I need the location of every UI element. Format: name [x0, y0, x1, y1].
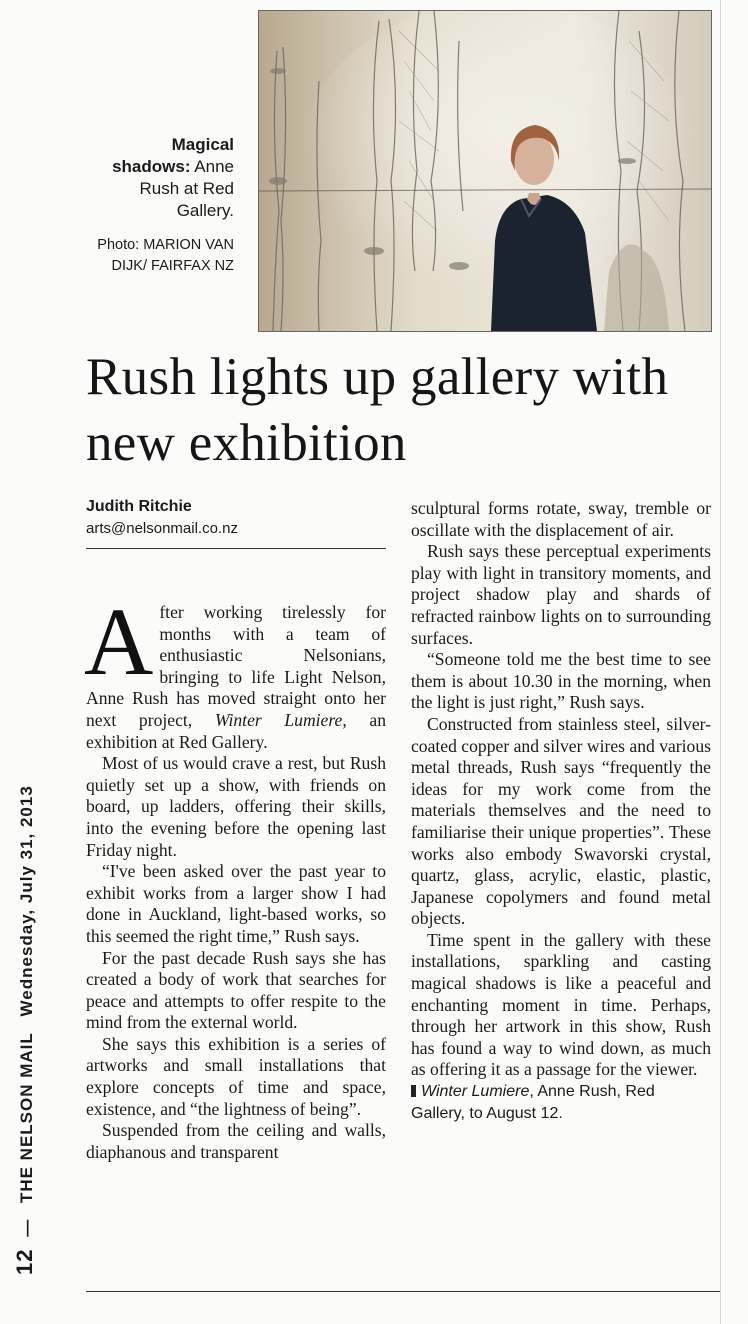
info-marker — [411, 1085, 416, 1097]
caption-text — [92, 134, 234, 222]
photo-caption — [92, 134, 234, 277]
p1-end: , an exhibition at Red Gallery. — [86, 709, 386, 752]
article-paragraph-2: Most of us would crave a rest, but Rush quietly set up a show, with friends on board, up ladders, offering their skills, into the evening before the opening last Friday night. — [86, 753, 386, 860]
article-paragraph-6: Suspended from the ceiling and walls, diaphanous and transparent — [86, 1120, 386, 1162]
p1-text: fter working tirelessly for months with a team of enthusiastic Nelsonians, bringing to life Light Nelson, Anne Rush has moved straight onto her next project, — [86, 602, 386, 730]
headline: Rush lights up gallery with new exhibition — [86, 348, 669, 472]
article-paragraph-3: “I've been asked over the past year to exhibit works from a larger show I had done in Auckland, light-based works, so this seemed the right time,” Rush says. — [86, 861, 386, 946]
page-folio — [12, 755, 38, 1275]
p1-title: Winter Lumiere — [214, 709, 343, 730]
bottom-divider — [86, 1291, 720, 1292]
drop-cap: A — [84, 588, 154, 695]
article-paragraph-10: Time spent in the gallery with these installations, sparkling and casting magical shadows is like a peaceful and enchanting moment in time. Perhaps, through her artwork in this show, Rush has found a way to wind down, as much as offering it as a passage for the viewer. — [411, 929, 711, 1080]
article-paragraph-4: For the past decade Rush says she has created a body of work that searches for peace and attempts to offer respite to the mind from the external world. — [86, 947, 386, 1033]
author-name: Judith Ritchie — [86, 498, 192, 515]
caption-bold: Magical shadows: — [112, 135, 234, 176]
article-column-1 — [84, 588, 386, 1163]
caption-body: Anne Rush at Red Gallery. — [139, 157, 234, 220]
photo-credit: Photo: MARION VAN DIJK/ FAIRFAX NZ — [97, 237, 234, 274]
article-paragraph-9: Constructed from stainless steel, silver-coated copper and silver wires and various metal threads, Rush says “frequently the ideas for my work come from the materials themselves and the need to familiarise their unique properties”. These works also embody Swavorski crystal, quartz, glass, acrylic, elastic, plastic, Japanese copolymers and found metal objects. — [411, 713, 711, 929]
info-details: , Anne Rush, Red Gallery, to August 12. — [411, 1083, 655, 1123]
article-paragraph-8: “Someone told me the best time to see them is about 10.30 in the morning, when the light is just right,” Rush says. — [411, 649, 711, 713]
article-paragraph-1 — [84, 588, 386, 753]
folio-dash: — — [17, 1218, 36, 1237]
gallery-photo-illustration — [259, 11, 711, 331]
article-paragraph-6-continued: sculptural forms rotate, sway, tremble or oscillate with the displacement of air. — [411, 498, 711, 540]
info-title: Winter Lumiere — [421, 1083, 530, 1101]
article-photo — [258, 10, 712, 332]
publication-date: Wednesday, July 31, 2013 — [17, 785, 36, 1017]
page-edge — [720, 0, 721, 1324]
publication-name: THE NELSON MAIL — [17, 1032, 36, 1204]
page-number: 12 — [12, 1248, 37, 1275]
article-paragraph-7: Rush says these perceptual experiments play with light in transitory moments, and project shadow play and shards of refracted rainbow lights on to surrounding surfaces. — [411, 541, 711, 648]
byline-divider — [86, 548, 386, 549]
article-paragraph-5: She says this exhibition is a series of artworks and small installations that explore concepts of time and space, existence, and “the lightness of being”. — [86, 1033, 386, 1119]
byline — [86, 496, 386, 540]
exhibition-info — [411, 1081, 711, 1125]
author-email[interactable]: arts@nelsonmail.co.nz — [86, 520, 238, 537]
article-column-2 — [411, 498, 711, 1125]
